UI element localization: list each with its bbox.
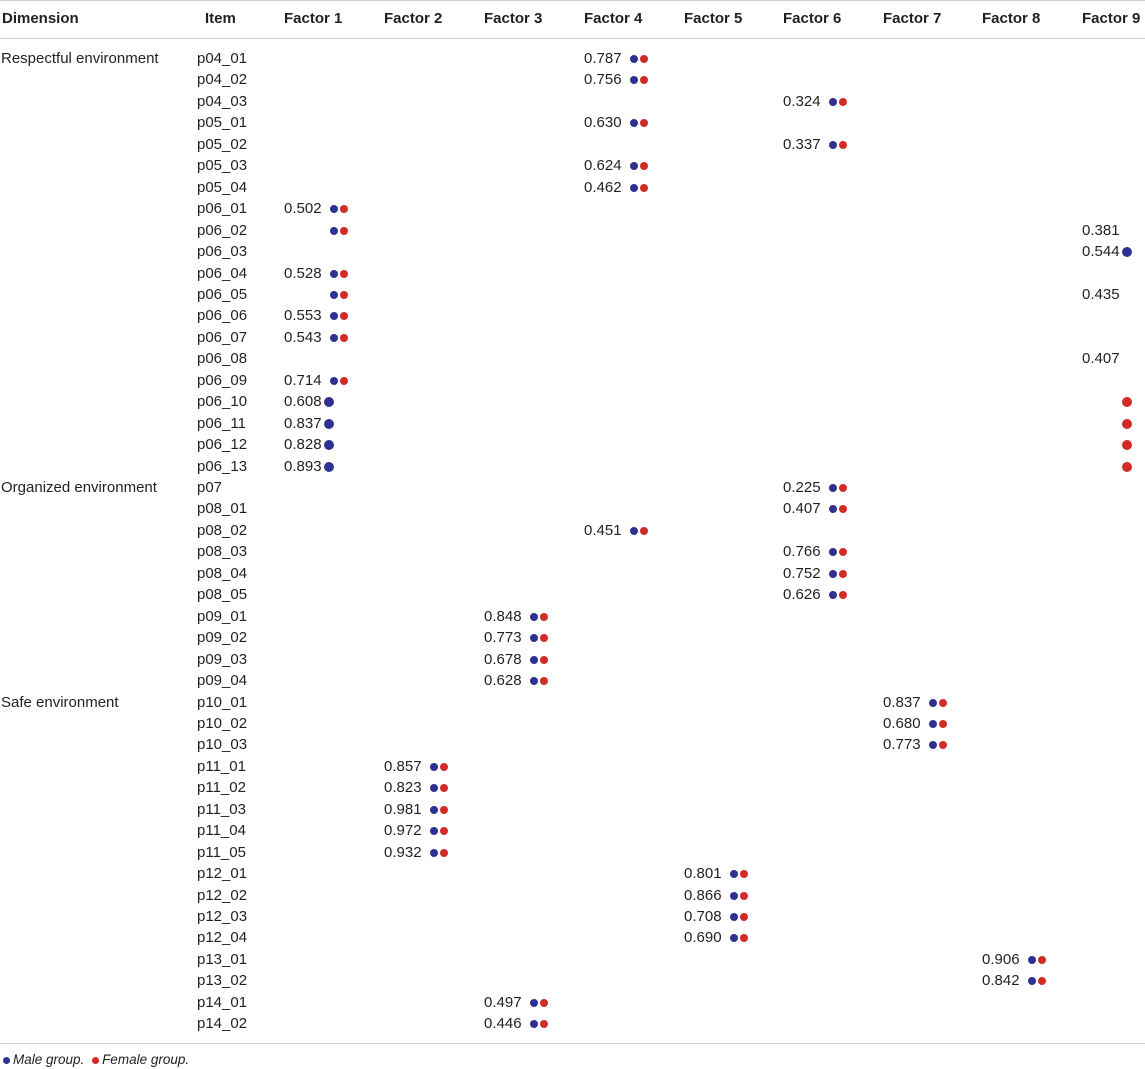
item-label: p14_02 — [197, 1015, 248, 1033]
female-group-marker — [939, 720, 947, 728]
item-label: p04_03 — [197, 92, 248, 110]
loading-value: 0.446 — [484, 1015, 522, 1033]
male-group-marker — [730, 870, 738, 878]
female-group-marker — [440, 849, 448, 857]
item-label: p05_03 — [197, 157, 248, 175]
female-group-marker — [440, 784, 448, 792]
loading-value: 0.981 — [384, 800, 422, 818]
loading-value: 0.837 — [284, 414, 322, 432]
loading-value: 0.773 — [484, 629, 522, 647]
male-group-marker — [829, 484, 837, 492]
item-label: p06_05 — [197, 285, 248, 303]
male-group-marker — [730, 913, 738, 921]
male-group-marker — [630, 162, 638, 170]
female-group-marker — [540, 634, 548, 642]
loading-value: 0.497 — [484, 993, 522, 1011]
item-label: p11_02 — [197, 779, 246, 797]
male-group-marker — [1028, 977, 1036, 985]
column-header: Factor 4 — [584, 10, 643, 27]
loading-value: 0.932 — [384, 843, 422, 861]
loading-value: 0.544 — [1082, 243, 1120, 261]
loading-value: 0.337 — [783, 135, 821, 153]
loading-value: 0.828 — [284, 436, 322, 454]
loading-value: 0.462 — [584, 178, 622, 196]
dimension-label: Respectful environment — [1, 50, 159, 67]
male-group-marker — [630, 184, 638, 192]
male-group-marker — [430, 784, 438, 792]
female-group-marker — [1122, 462, 1132, 472]
item-label: p06_06 — [197, 307, 248, 325]
loading-value: 0.714 — [284, 371, 322, 389]
female-group-marker — [540, 999, 548, 1007]
female-group-marker — [740, 870, 748, 878]
loading-value: 0.857 — [384, 757, 422, 775]
female-group-marker — [640, 119, 648, 127]
item-label: p07 — [197, 479, 223, 496]
item-label: p13_02 — [197, 972, 248, 990]
female-group-marker — [740, 913, 748, 921]
male-group-marker — [330, 377, 338, 385]
male-group-marker — [929, 720, 937, 728]
female-group-marker — [540, 613, 548, 621]
loading-value: 0.628 — [484, 672, 522, 690]
column-header: Factor 7 — [883, 10, 942, 27]
loading-value: 0.407 — [783, 500, 821, 518]
column-header: Factor 5 — [684, 10, 743, 27]
loading-value: 0.324 — [783, 92, 821, 110]
male-group-marker — [324, 397, 334, 407]
female-group-marker — [340, 312, 348, 320]
male-group-marker — [829, 591, 837, 599]
item-label: p08_05 — [197, 586, 248, 604]
loading-value: 0.553 — [284, 307, 322, 325]
male-group-marker — [330, 270, 338, 278]
loading-value: 0.906 — [982, 950, 1020, 968]
female-group-marker — [440, 806, 448, 814]
female-group-marker — [640, 55, 648, 63]
loading-value: 0.528 — [284, 264, 322, 282]
loading-value: 0.678 — [484, 650, 522, 668]
item-label: p11_03 — [197, 800, 246, 818]
male-group-marker — [430, 849, 438, 857]
bottom-rule — [0, 1043, 1145, 1044]
male-group-marker — [430, 806, 438, 814]
item-label: p06_10 — [197, 393, 248, 411]
male-group-marker — [330, 205, 338, 213]
female-group-marker — [340, 377, 348, 385]
column-header: Dimension — [2, 10, 79, 27]
female-group-marker — [839, 98, 847, 106]
female-group-marker — [640, 527, 648, 535]
female-group-marker — [839, 570, 847, 578]
loading-value: 0.848 — [484, 607, 522, 625]
female-group-marker — [839, 141, 847, 149]
male-group-marker — [829, 570, 837, 578]
loading-value: 0.502 — [284, 200, 322, 218]
female-group-marker — [340, 334, 348, 342]
male-group-marker — [1122, 247, 1132, 257]
loading-value: 0.381 — [1082, 221, 1120, 239]
item-label: p05_01 — [197, 114, 248, 132]
male-group-marker — [330, 312, 338, 320]
item-label: p09_03 — [197, 650, 248, 668]
male-group-marker — [929, 741, 937, 749]
female-group-marker — [1122, 419, 1132, 429]
male-group-marker — [1028, 956, 1036, 964]
male-group-marker — [929, 699, 937, 707]
item-label: p12_04 — [197, 929, 248, 947]
column-header: Factor 3 — [484, 10, 543, 27]
item-label: p10_02 — [197, 714, 248, 732]
loading-value: 0.787 — [584, 50, 622, 67]
loading-value: 0.866 — [684, 886, 722, 904]
loading-value: 0.680 — [883, 714, 921, 732]
column-header: Factor 8 — [982, 10, 1041, 27]
column-header: Factor 6 — [783, 10, 842, 27]
item-label: p06_04 — [197, 264, 248, 282]
item-label: p11_04 — [197, 822, 246, 840]
item-label: p11_05 — [197, 843, 246, 861]
item-label: p06_01 — [197, 200, 248, 218]
legend-footnote — [3, 1052, 189, 1067]
male-group-marker — [730, 892, 738, 900]
loading-value: 0.626 — [783, 586, 821, 604]
male-group-marker — [829, 141, 837, 149]
item-label: p06_08 — [197, 350, 248, 368]
female-group-marker — [640, 76, 648, 84]
item-label: p08_03 — [197, 543, 248, 561]
female-group-marker — [440, 827, 448, 835]
item-label: p05_02 — [197, 135, 248, 153]
female-group-marker — [540, 677, 548, 685]
male-group-marker — [330, 334, 338, 342]
female-group-marker — [640, 162, 648, 170]
loading-value: 0.624 — [584, 157, 622, 175]
loading-value: 0.756 — [584, 71, 622, 89]
item-label: p06_09 — [197, 371, 248, 389]
female-group-marker — [340, 205, 348, 213]
female-group-marker — [1122, 440, 1132, 450]
item-label: p09_02 — [197, 629, 248, 647]
item-label: p10_03 — [197, 736, 248, 754]
male-group-marker — [829, 548, 837, 556]
loading-value: 0.608 — [284, 393, 322, 411]
item-label: p06_07 — [197, 328, 248, 346]
item-label: p10_01 — [197, 693, 248, 711]
loading-value: 0.837 — [883, 693, 921, 711]
column-header: Factor 2 — [384, 10, 443, 27]
loading-value: 0.773 — [883, 736, 921, 754]
loading-value: 0.543 — [284, 328, 322, 346]
female-group-marker — [640, 184, 648, 192]
column-header: Item — [205, 10, 236, 27]
male-group-marker — [630, 527, 638, 535]
dimension-label: Organized environment — [1, 479, 157, 496]
item-label: p12_03 — [197, 908, 248, 925]
item-label: p12_01 — [197, 865, 248, 883]
loading-value: 0.451 — [584, 521, 622, 539]
male-legend-label: Male group. — [13, 1052, 85, 1067]
item-label: p06_03 — [197, 243, 248, 261]
loading-value: 0.630 — [584, 114, 622, 132]
female-group-marker — [839, 548, 847, 556]
male-group-marker — [630, 76, 638, 84]
loading-value: 0.690 — [684, 929, 722, 947]
male-group-marker — [324, 440, 334, 450]
male-group-marker — [630, 55, 638, 63]
male-group-marker — [829, 98, 837, 106]
female-group-marker — [340, 291, 348, 299]
loading-value: 0.893 — [284, 457, 322, 475]
female-group-marker — [1122, 397, 1132, 407]
loading-value: 0.823 — [384, 779, 422, 797]
female-group-marker — [540, 656, 548, 664]
item-label: p13_01 — [197, 950, 248, 968]
item-label: p11_01 — [197, 757, 246, 775]
dimension-label: Safe environment — [1, 693, 119, 711]
item-label: p06_12 — [197, 436, 248, 454]
item-label: p06_13 — [197, 457, 248, 475]
male-group-marker — [324, 462, 334, 472]
loading-value: 0.972 — [384, 822, 422, 840]
loading-value: 0.225 — [783, 479, 821, 496]
item-label: p12_02 — [197, 886, 248, 904]
female-group-marker — [839, 591, 847, 599]
header-rule — [0, 38, 1145, 39]
loading-value: 0.708 — [684, 908, 722, 925]
female-group-marker — [839, 484, 847, 492]
item-label: p04_01 — [197, 50, 248, 67]
male-group-marker — [530, 999, 538, 1007]
item-label: p08_01 — [197, 500, 248, 518]
female-group-marker — [340, 270, 348, 278]
male-group-marker — [530, 656, 538, 664]
item-label: p04_02 — [197, 71, 248, 89]
loading-value: 0.407 — [1082, 350, 1120, 368]
female-group-marker — [1038, 956, 1046, 964]
male-group-marker — [330, 291, 338, 299]
item-label: p09_01 — [197, 607, 248, 625]
loading-value: 0.801 — [684, 865, 722, 883]
female-group-marker — [440, 763, 448, 771]
male-legend-dot — [3, 1057, 10, 1064]
female-group-marker — [340, 227, 348, 235]
loading-value: 0.766 — [783, 543, 821, 561]
male-group-marker — [530, 677, 538, 685]
item-label: p08_04 — [197, 564, 248, 582]
column-header: Factor 1 — [284, 10, 343, 27]
loading-value: 0.842 — [982, 972, 1020, 990]
male-group-marker — [530, 1020, 538, 1028]
item-label: p05_04 — [197, 178, 248, 196]
item-label: p06_02 — [197, 221, 248, 239]
male-group-marker — [330, 227, 338, 235]
column-header: Factor 9 — [1082, 10, 1141, 27]
item-label: p06_11 — [197, 414, 246, 432]
male-group-marker — [630, 119, 638, 127]
female-group-marker — [1038, 977, 1046, 985]
female-group-marker — [939, 741, 947, 749]
female-group-marker — [740, 934, 748, 942]
male-group-marker — [324, 419, 334, 429]
top-rule — [0, 0, 1145, 1]
item-label: p14_01 — [197, 993, 248, 1011]
male-group-marker — [730, 934, 738, 942]
female-group-marker — [839, 505, 847, 513]
female-group-marker — [540, 1020, 548, 1028]
item-label: p08_02 — [197, 521, 248, 539]
loading-value: 0.752 — [783, 564, 821, 582]
female-group-marker — [939, 699, 947, 707]
male-group-marker — [430, 763, 438, 771]
male-group-marker — [829, 505, 837, 513]
male-group-marker — [530, 634, 538, 642]
loading-value: 0.435 — [1082, 285, 1120, 303]
item-label: p09_04 — [197, 672, 248, 690]
female-group-marker — [740, 892, 748, 900]
female-legend-dot — [92, 1057, 99, 1064]
male-group-marker — [530, 613, 538, 621]
female-legend-label: Female group. — [102, 1052, 190, 1067]
male-group-marker — [430, 827, 438, 835]
